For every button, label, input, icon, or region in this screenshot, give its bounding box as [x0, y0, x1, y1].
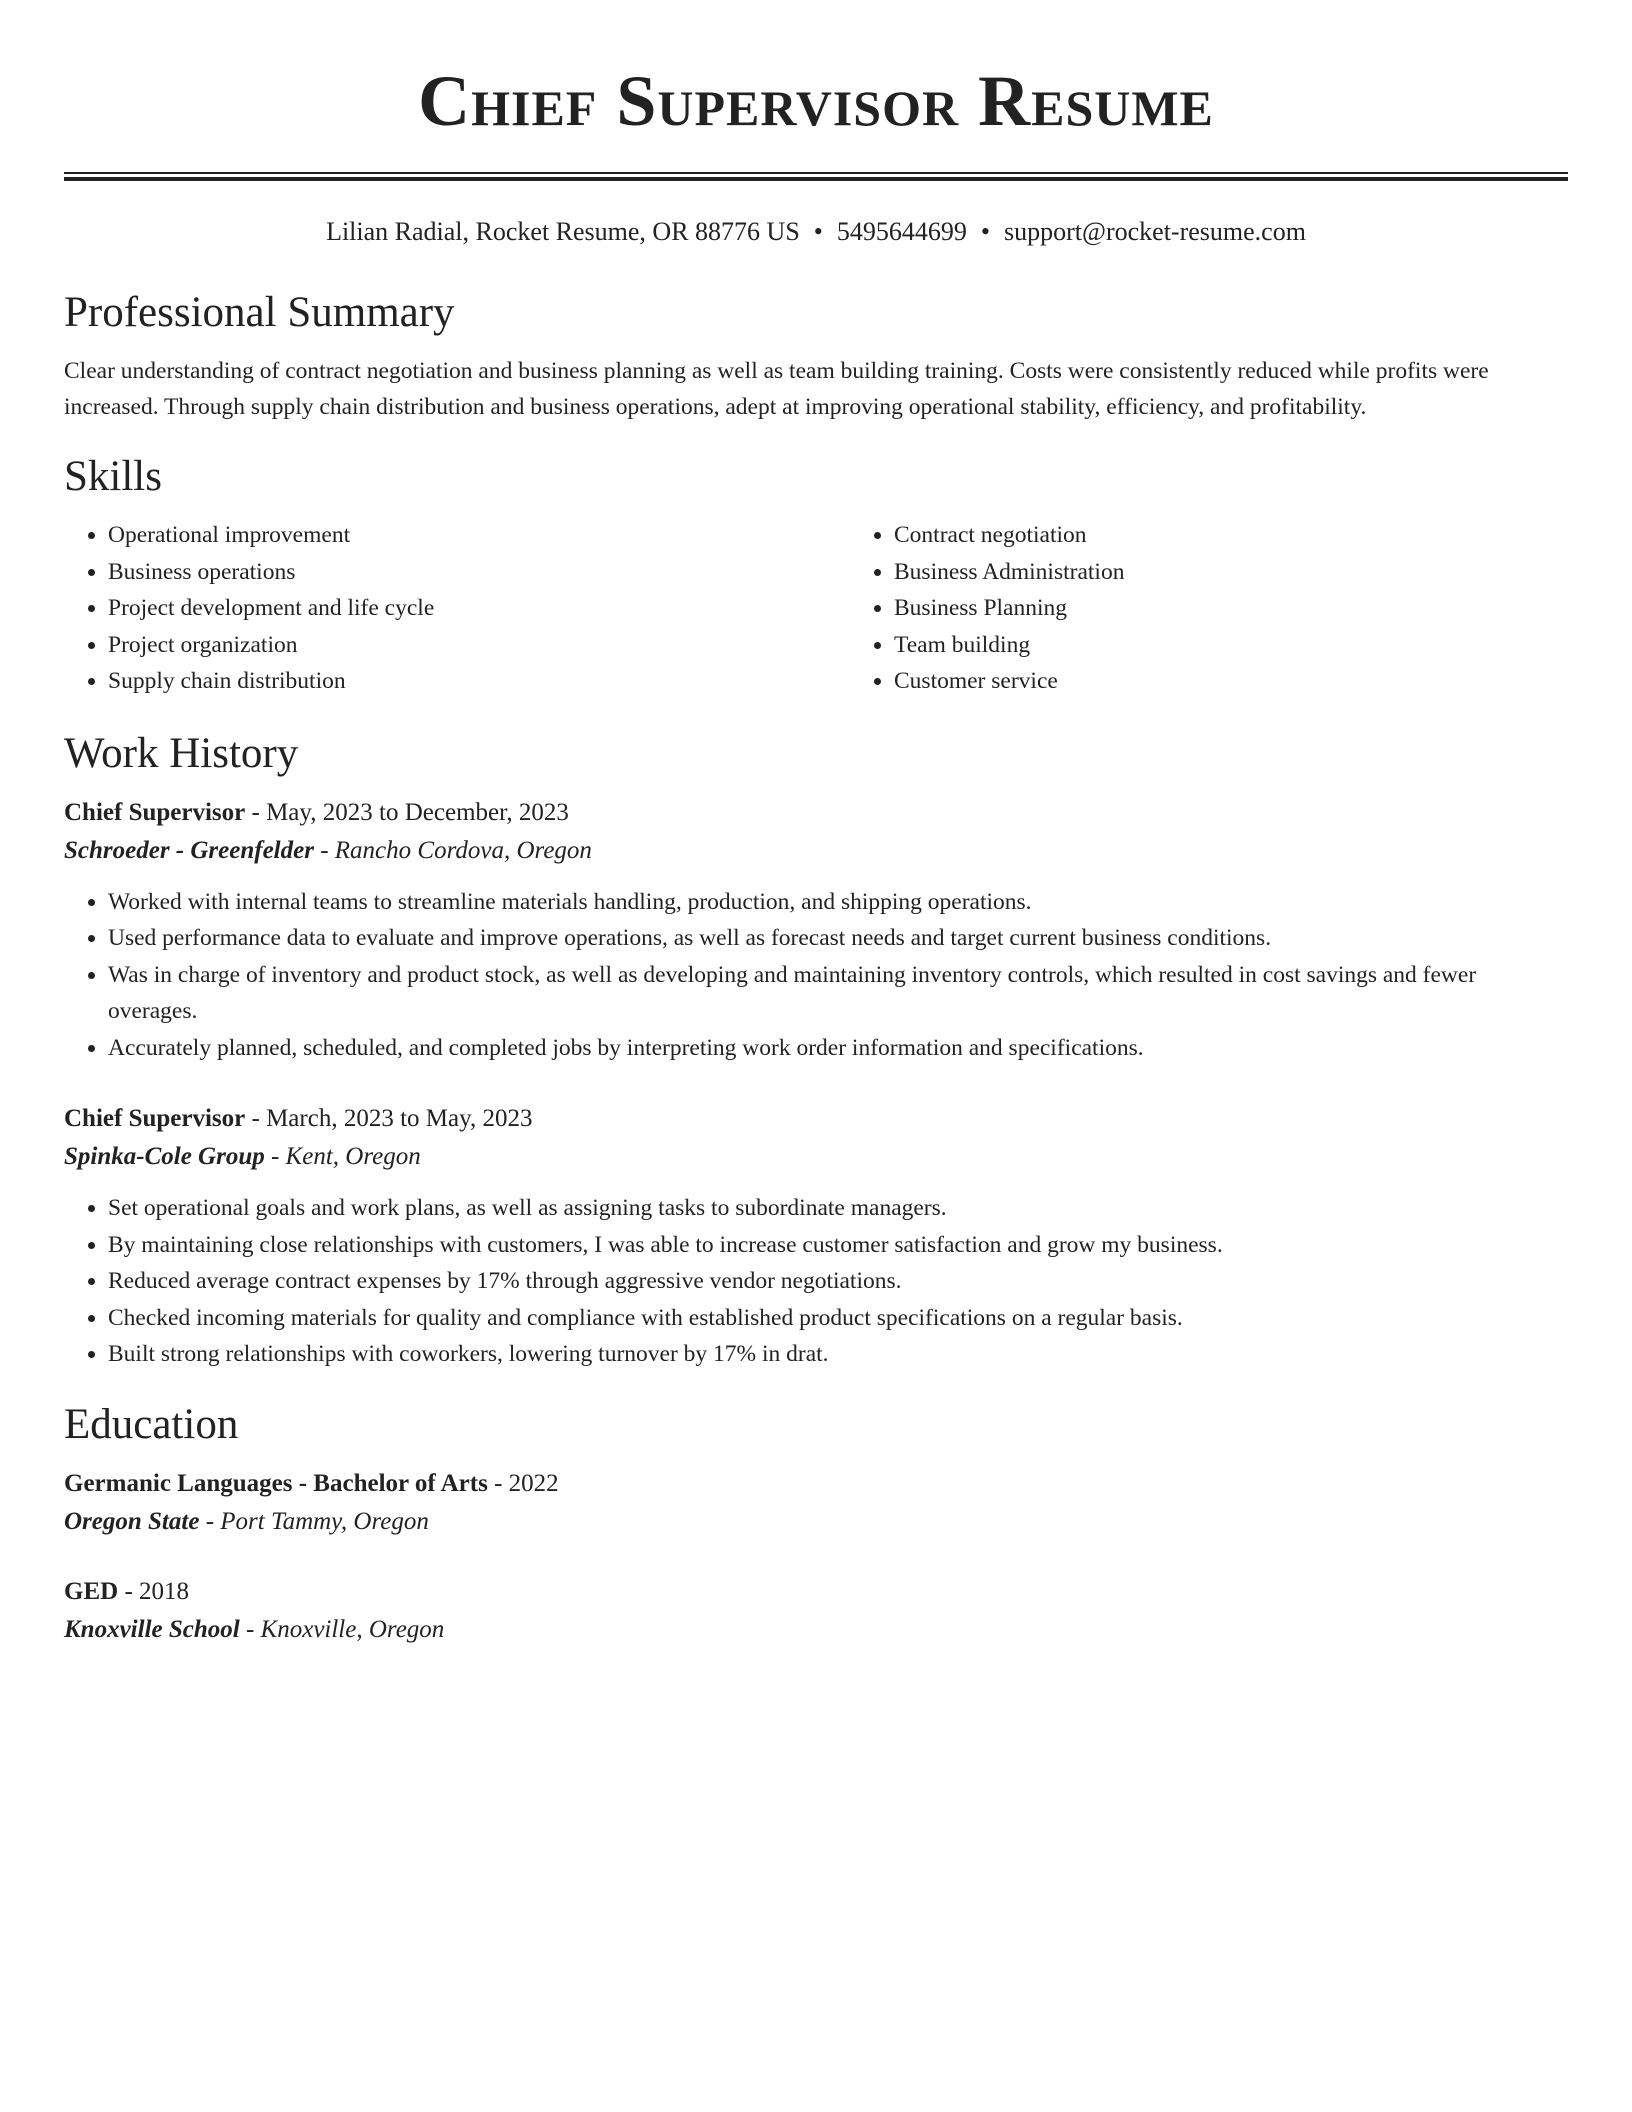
skills-section	[64, 451, 1568, 700]
contact-phone: 5495644699	[836, 217, 967, 246]
job-bullet: • Used performance data to evaluate and improve operations, as well as forecast needs and target current business conditions.	[108, 920, 1568, 957]
skill-item: • Supply chain distribution	[108, 663, 850, 700]
skill-item: • Project development and life cycle	[108, 590, 850, 627]
skills-list-left	[64, 517, 850, 700]
education-school: Knoxville School	[64, 1615, 240, 1643]
job-bullet: • Reduced average contract expenses by 17% through aggressive vendor negotiations.	[108, 1263, 1568, 1300]
skill-item: • Project organization	[108, 627, 850, 664]
job-title-line	[64, 1100, 1568, 1138]
education-location: - Knoxville, Oregon	[239, 1615, 445, 1643]
education-degree-line	[64, 1573, 1568, 1611]
job-company-line	[64, 832, 1568, 870]
education-entry	[64, 1465, 1568, 1541]
job-dates: - May, 2023 to December, 2023	[245, 798, 569, 826]
education-degree: GED	[64, 1577, 119, 1605]
job-bullet: • Set operational goals and work plans, as well as assigning tasks to subordinate managers.	[108, 1190, 1568, 1227]
education-school-line	[64, 1611, 1568, 1649]
job-entry	[64, 1100, 1568, 1373]
job-company-line	[64, 1138, 1568, 1176]
job-bullets	[64, 884, 1568, 1067]
job-location: - Kent, Oregon	[264, 1143, 421, 1170]
education-location: - Port Tammy, Oregon	[199, 1507, 429, 1535]
summary-heading: Professional Summary	[64, 289, 455, 336]
job-company: Spinka-Cole Group	[64, 1143, 265, 1170]
job-dates: - March, 2023 to May, 2023	[245, 1105, 533, 1132]
skills-columns	[64, 517, 1568, 700]
skill-item: • Customer service	[894, 663, 1632, 700]
skills-list-right	[850, 517, 1632, 700]
job-bullet: • Built strong relationships with coworkers, lowering turnover by 17% in drat.	[108, 1336, 1568, 1373]
education-year: - 2018	[118, 1577, 190, 1605]
education-heading: Education	[64, 1400, 239, 1448]
education-school-line	[64, 1503, 1568, 1541]
job-title: Chief Supervisor	[64, 1105, 246, 1132]
job-bullet: • Checked incoming materials for quality and compliance with established product specifications on a regular basis.	[108, 1300, 1568, 1337]
education-school: Oregon State	[64, 1507, 200, 1535]
job-title: Chief Supervisor	[64, 798, 246, 826]
work-history-heading: Work History	[64, 729, 299, 777]
job-bullet: • By maintaining close relationships with customers, I was able to increase customer satisfaction and grow my business.	[108, 1227, 1568, 1264]
education-degree-line	[64, 1465, 1568, 1503]
page-title: Chief Supervisor Resume	[418, 61, 1214, 141]
job-company: Schroeder - Greenfelder	[64, 836, 314, 864]
education-section	[64, 1399, 1568, 1649]
contact-separator: •	[980, 217, 991, 246]
skill-item: • Contract negotiation	[894, 517, 1632, 554]
contact-line	[64, 215, 1568, 249]
job-bullets	[64, 1190, 1568, 1373]
skill-item: • Operational improvement	[108, 517, 850, 554]
skills-heading: Skills	[64, 453, 162, 500]
title-divider	[64, 172, 1568, 181]
job-bullet: • Accurately planned, scheduled, and completed jobs by interpreting work order information and specifications.	[108, 1030, 1568, 1067]
work-history-section	[64, 728, 1568, 1373]
job-location: - Rancho Cordova, Oregon	[313, 836, 592, 864]
contact-address: Lilian Radial, Rocket Resume, OR 88776 US	[326, 217, 800, 246]
contact-email: support@rocket-resume.com	[1004, 217, 1306, 246]
job-bullet: • Worked with internal teams to streamline materials handling, production, and shipping operations.	[108, 884, 1568, 921]
education-degree: Germanic Languages - Bachelor of Arts	[64, 1469, 488, 1497]
summary-section	[64, 287, 1568, 425]
skill-item: • Business Administration	[894, 554, 1632, 591]
summary-text: Clear understanding of contract negotiation and business planning as well as team building training. Costs were consistently reduced while profits were increased. Through supply chain distribution and business operations, adept at improving operational stability, efficiency, and profitability.	[64, 358, 1489, 420]
job-entry	[64, 794, 1568, 1067]
job-bullet: • Was in charge of inventory and product stock, as well as developing and maintaining inventory controls, which resulted in cost savings and fewer overages.	[108, 957, 1568, 1030]
contact-separator: •	[813, 217, 823, 246]
skill-item: • Business Planning	[894, 590, 1632, 627]
education-entry	[64, 1573, 1568, 1649]
skill-item: • Team building	[894, 627, 1632, 664]
job-title-line	[64, 794, 1568, 832]
education-year: - 2022	[487, 1469, 559, 1497]
skill-item: • Business operations	[108, 554, 850, 591]
